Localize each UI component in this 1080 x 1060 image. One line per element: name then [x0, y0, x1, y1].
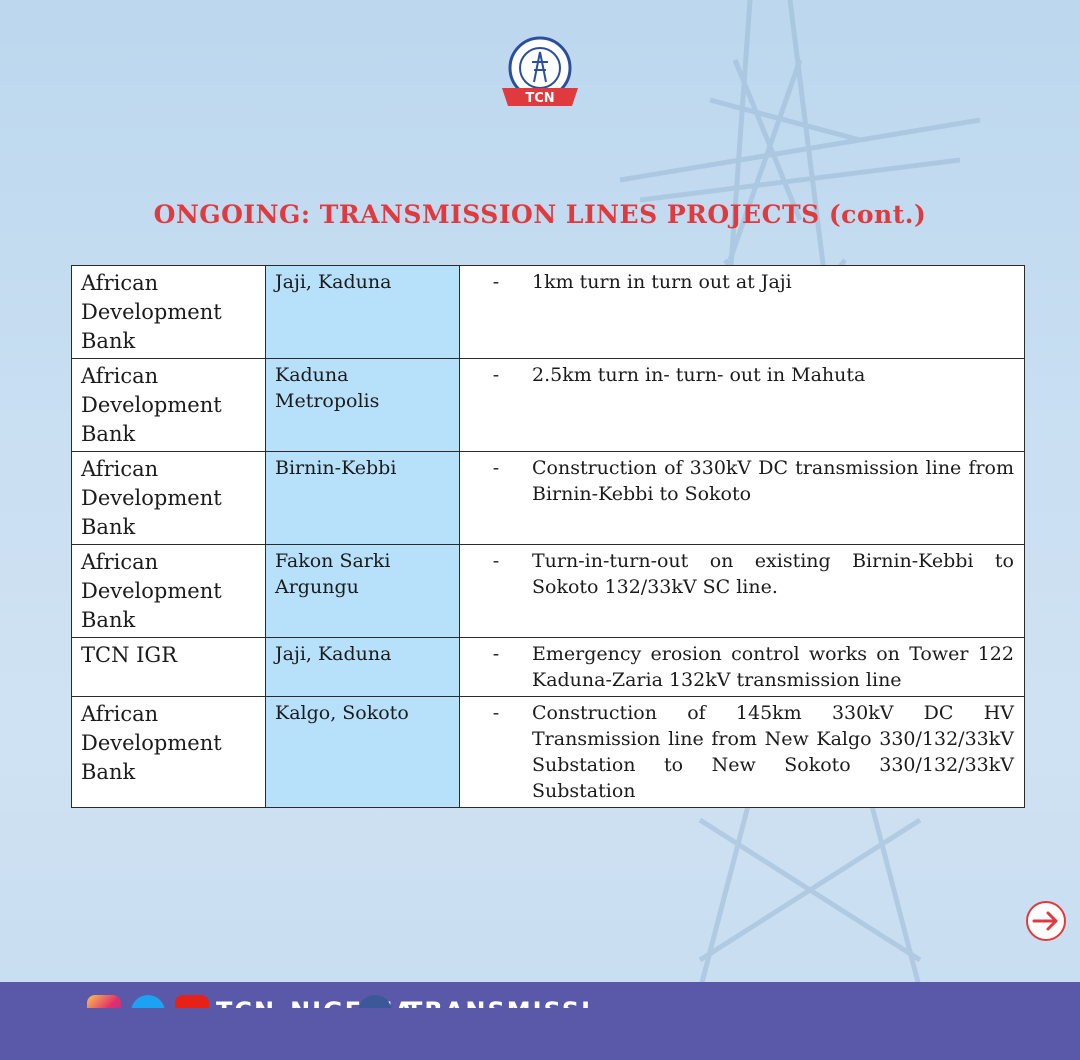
- footer-band: [0, 1008, 1080, 1060]
- description-text: Emergency erosion control works on Tower 122 Kaduna-Zaria 132kV transmission line: [532, 643, 1014, 691]
- table-row: [72, 266, 1025, 359]
- dash-marker: -: [492, 702, 500, 724]
- table-row: [72, 359, 1025, 452]
- dash-marker: -: [492, 271, 500, 293]
- logo-text: TCN: [525, 91, 555, 106]
- description-text: 2.5km turn in- turn- out in Mahuta: [532, 364, 866, 386]
- description-cell: [460, 359, 1025, 452]
- next-slide-button[interactable]: [1026, 901, 1066, 941]
- location-cell: Jaji, Kaduna: [266, 638, 460, 697]
- location-cell: Kalgo, Sokoto: [266, 697, 460, 808]
- table-row: [72, 452, 1025, 545]
- projects-table: [71, 265, 1025, 808]
- funder-cell: TCN IGR: [72, 638, 266, 697]
- table-row: [72, 545, 1025, 638]
- description-text: Construction of 330kV DC transmission line from Birnin-Kebbi to Sokoto: [532, 457, 1014, 505]
- description-cell: [460, 266, 1025, 359]
- tcn-logo: [498, 34, 582, 112]
- description-cell: [460, 545, 1025, 638]
- funder-cell: African Development Bank: [72, 359, 266, 452]
- description-cell: [460, 697, 1025, 808]
- location-cell: Fakon Sarki Argungu: [266, 545, 460, 638]
- description-text: Turn-in-turn-out on existing Birnin-Kebbi to Sokoto 132/33kV SC line.: [532, 550, 1014, 598]
- funder-cell: African Development Bank: [72, 545, 266, 638]
- table-row: [72, 638, 1025, 697]
- dash-marker: -: [492, 643, 500, 665]
- dash-marker: -: [492, 457, 500, 479]
- dash-marker: -: [492, 550, 500, 572]
- location-cell: Jaji, Kaduna: [266, 266, 460, 359]
- funder-cell: African Development Bank: [72, 697, 266, 808]
- location-cell: Birnin-Kebbi: [266, 452, 460, 545]
- dash-marker: -: [492, 364, 500, 386]
- page-title: ONGOING: TRANSMISSION LINES PROJECTS (cont.): [153, 200, 927, 229]
- funder-cell: African Development Bank: [72, 452, 266, 545]
- description-text: 1km turn in turn out at Jaji: [532, 271, 792, 293]
- location-cell: Kaduna Metropolis: [266, 359, 460, 452]
- funder-cell: African Development Bank: [72, 266, 266, 359]
- description-cell: [460, 638, 1025, 697]
- arrow-right-icon: [1028, 903, 1064, 939]
- description-text: Construction of 145km 330kV DC HV Transmission line from New Kalgo 330/132/33kV Substation to New Sokoto 330/132/33kV Substation: [532, 702, 1014, 802]
- table-row: [72, 697, 1025, 808]
- description-cell: [460, 452, 1025, 545]
